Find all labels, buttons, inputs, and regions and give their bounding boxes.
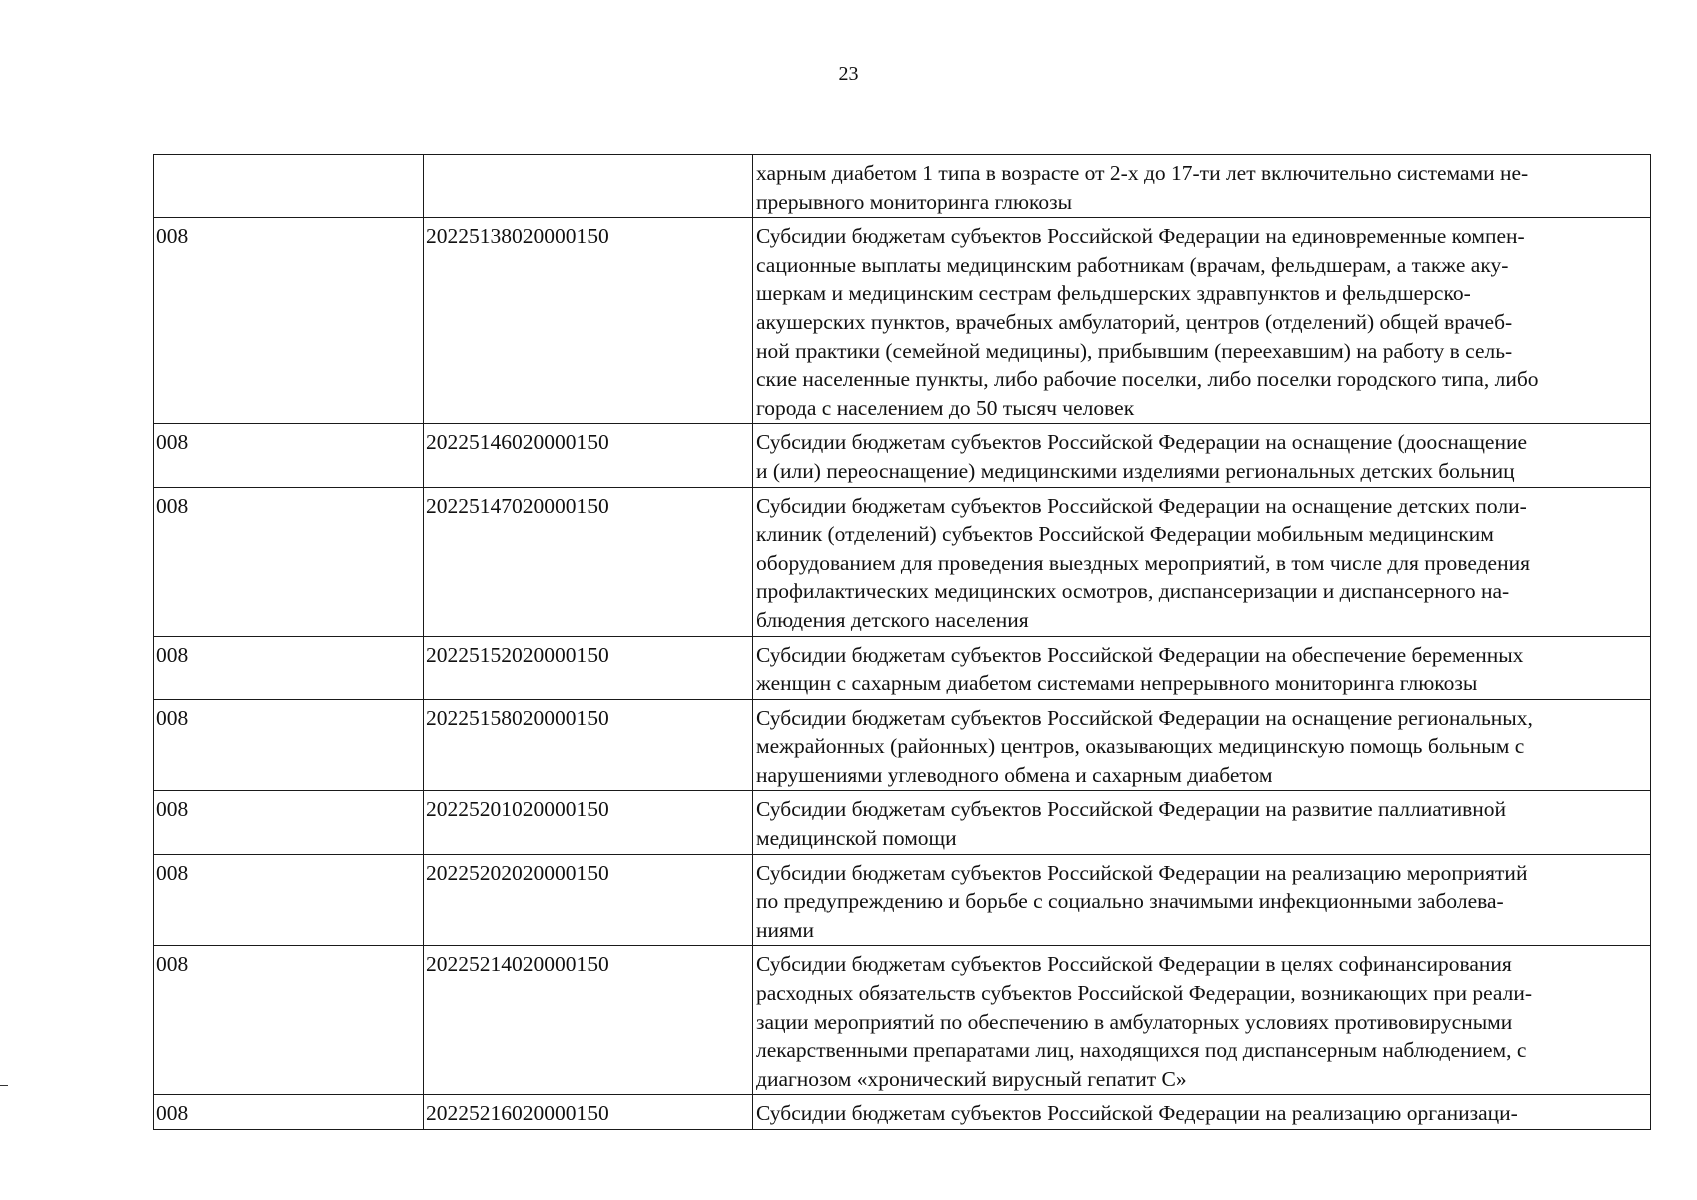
description-line: Субсидии бюджетам субъектов Российской Федерации на оснащение региональных, (756, 705, 1533, 730)
description-cell (753, 1095, 1651, 1130)
table-row (154, 946, 1651, 1095)
description-line: профилактических медицинских осмотров, диспансеризации и диспансерного на- (756, 579, 1510, 604)
admin-code-cell: 008 (154, 218, 424, 424)
description-line: лекарственными препаратами лиц, находящихся под диспансерным наблюдением, с (756, 1038, 1527, 1063)
table-row (154, 854, 1651, 946)
description-line: Субсидии бюджетам субъектов Российской Федерации на обеспечение беременных (756, 642, 1524, 667)
description-line: по предупреждению и борьбе с социально значимыми инфекционными заболева- (756, 889, 1504, 914)
budget-code-cell: 20225214020000150 (424, 946, 753, 1095)
table-row (154, 791, 1651, 854)
budget-code-cell: 20225202020000150 (424, 854, 753, 946)
description-line: Субсидии бюджетам субъектов Российской Федерации на оснащение (дооснащение (756, 430, 1528, 455)
budget-code-cell: 20225138020000150 (424, 218, 753, 424)
page-number: 23 (838, 63, 859, 85)
description-cell (753, 699, 1651, 791)
description-line: медицинской помощи (756, 826, 957, 851)
description-line: акушерских пунктов, врачебных амбулаторий, центров (отделений) общей врачеб- (756, 309, 1513, 334)
description-line: межрайонных (районных) центров, оказывающих медицинскую помощь больным с (756, 734, 1525, 759)
admin-code-cell: 008 (154, 854, 424, 946)
description-line: нарушениями углеводного обмена и сахарным диабетом (756, 762, 1273, 787)
description-line: Субсидии бюджетам субъектов Российской Федерации на развитие паллиативной (756, 797, 1507, 822)
admin-code-cell: 008 (154, 946, 424, 1095)
table-row (154, 1095, 1651, 1130)
budget-code-cell: 20225201020000150 (424, 791, 753, 854)
admin-code-cell: 008 (154, 699, 424, 791)
description-line: харным диабетом 1 типа в возрасте от 2-х до 17-ти лет включительно системами не- (756, 161, 1529, 185)
admin-code-cell: 008 (154, 1095, 424, 1130)
description-line: Субсидии бюджетам субъектов Российской Федерации на реализацию мероприятий (756, 860, 1528, 885)
description-cell (753, 854, 1651, 946)
description-line: и (или) переоснащение) медицинскими изделиями региональных детских больниц (756, 458, 1515, 483)
description-line: ниями (756, 917, 815, 942)
table-row (154, 155, 1651, 218)
description-line: зации мероприятий по обеспечению в амбулаторных условиях противовирусными (756, 1009, 1513, 1034)
table-row (154, 424, 1651, 487)
admin-code-cell: 008 (154, 636, 424, 699)
description-cell (753, 791, 1651, 854)
description-line: расходных обязательств субъектов Российской Федерации, возникающих при реали- (756, 981, 1533, 1006)
description-line: шеркам и медицинским сестрам фельдшерских здравпунктов и фельдшерско- (756, 281, 1471, 306)
admin-code-cell: 008 (154, 424, 424, 487)
description-cell (753, 155, 1651, 218)
description-line: женщин с сахарным диабетом системами непрерывного мониторинга глюкозы (756, 671, 1478, 696)
admin-code-cell: 008 (154, 487, 424, 636)
table-body (154, 155, 1651, 1130)
description-line: диагнозом «хронический вирусный гепатит С» (756, 1066, 1187, 1091)
admin-code-cell: 008 (154, 791, 424, 854)
table-row (154, 487, 1651, 636)
budget-codes-table (153, 154, 1651, 1130)
budget-code-cell: 20225216020000150 (424, 1095, 753, 1130)
description-line: клиник (отделений) субъектов Российской Федерации мобильным медицинским (756, 522, 1494, 547)
description-line: оборудованием для проведения выездных мероприятий, в том числе для проведения (756, 550, 1530, 575)
description-line: города с населением до 50 тысяч человек (756, 395, 1135, 420)
budget-code-cell: 20225152020000150 (424, 636, 753, 699)
budget-code-cell: 20225158020000150 (424, 699, 753, 791)
description-line: сационные выплаты медицинским работникам (врачам, фельдшерам, а также аку- (756, 252, 1509, 277)
description-line: Субсидии бюджетам субъектов Российской Федерации в целях софинансирования (756, 952, 1512, 977)
margin-mark (0, 1085, 8, 1086)
description-line: ские населенные пункты, либо рабочие поселки, либо поселки городского типа, либо (756, 367, 1539, 392)
description-line: Субсидии бюджетам субъектов Российской Федерации на единовременные компен- (756, 224, 1525, 249)
description-cell (753, 946, 1651, 1095)
description-cell (753, 636, 1651, 699)
table-row (154, 699, 1651, 791)
description-line: блюдения детского населения (756, 607, 1029, 632)
description-cell (753, 218, 1651, 424)
table-row (154, 218, 1651, 424)
description-cell (753, 487, 1651, 636)
description-line: Субсидии бюджетам субъектов Российской Федерации на оснащение детских поли- (756, 493, 1527, 518)
description-line: прерывного мониторинга глюкозы (756, 189, 1073, 214)
table-row (154, 636, 1651, 699)
description-line: Субсидии бюджетам субъектов Российской Федерации на реализацию организаци- (756, 1101, 1518, 1126)
budget-code-cell: 20225147020000150 (424, 487, 753, 636)
budget-code-cell (424, 155, 753, 218)
description-line: ной практики (семейной медицины), прибывшим (переехавшим) на работу в сель- (756, 338, 1513, 363)
description-cell (753, 424, 1651, 487)
admin-code-cell (154, 155, 424, 218)
budget-code-cell: 20225146020000150 (424, 424, 753, 487)
